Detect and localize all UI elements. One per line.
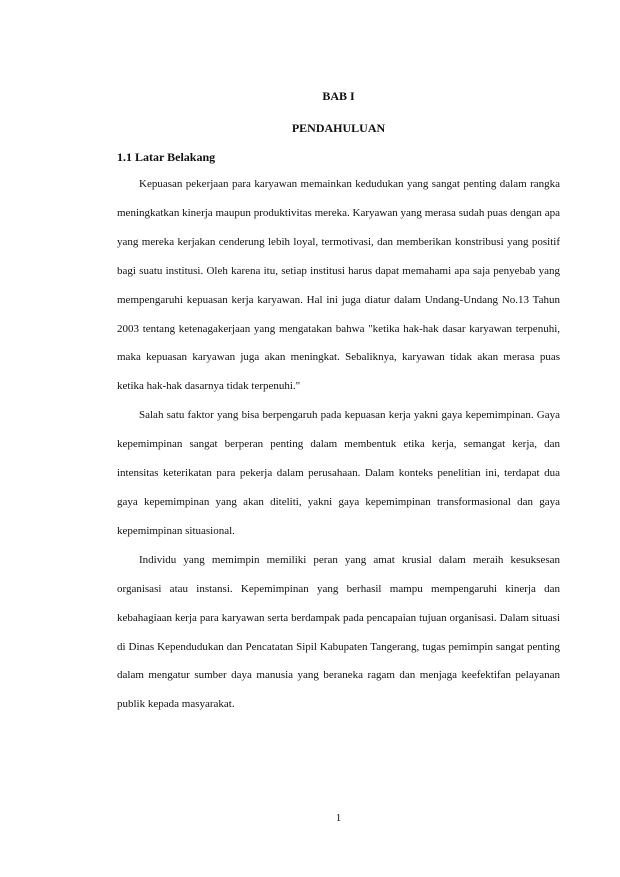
- chapter-title: PENDAHULUAN: [291, 121, 386, 135]
- paragraph-1: Kepuasan pekerjaan para karyawan memainkan kedudukan yang sangat penting dalam rangka meningkatkan kinerja maupun produktivitas mereka. Karyawan yang merasa sudah puas dengan apa yang mereka kerjakan cenderung lebih loyal, termotivasi, dan memberikan konstribusi yang positif bagi suatu institusi. Oleh karena itu, setiap institusi harus dapat memahami apa saja penyebab yang mempengaruhi kepuasan kerja karyawan. Hal ini juga diatur dalam Undang-Undang No.13 Tahun 2003 tentang ketenagakerjaan yang mengatakan bahwa "ketika hak-hak dasar karyawan terpenuhi, maka kepuasan karyawan juga akan meningkat. Sebaliknya, karyawan tidak akan merasa puas ketika hak-hak dasarnya tidak terpenuhi.": [117, 178, 560, 393]
- section-heading: 1.1 Latar Belakang: [117, 150, 216, 164]
- paragraph-2: Salah satu faktor yang bisa berpengaruh pada kepuasan kerja yakni gaya kepemimpinan. Gaya kepemimpinan sangat berperan penting dalam membentuk etika kerja, semangat kerja, dan intensitas keterikatan para pekerja dalam perusahaan. Dalam konteks penelitian ini, terdapat dua gaya kepemimpinan yang akan diteliti, yakni gaya kepemimpinan transformasional dan gaya kepemimpinan situasional.: [117, 409, 560, 537]
- page-number: 1: [335, 812, 342, 824]
- paragraph-3: Individu yang memimpin memiliki peran yang amat krusial dalam meraih kesuksesan organisasi atau instansi. Kepemimpinan yang berhasil mampu mempengaruhi kinerja dan kebahagiaan kerja para karyawan serta berdampak pada pencapaian tujuan organisasi. Dalam situasi di Dinas Kependudukan dan Pencatatan Sipil Kabupaten Tangerang, tugas pemimpin sangat penting dalam mengatur sumber daya manusia yang beraneka ragam dan menjaga keefektifan pelayanan publik kepada masyarakat.: [117, 553, 560, 711]
- body-text: [117, 170, 560, 719]
- chapter-label: BAB I: [322, 89, 355, 103]
